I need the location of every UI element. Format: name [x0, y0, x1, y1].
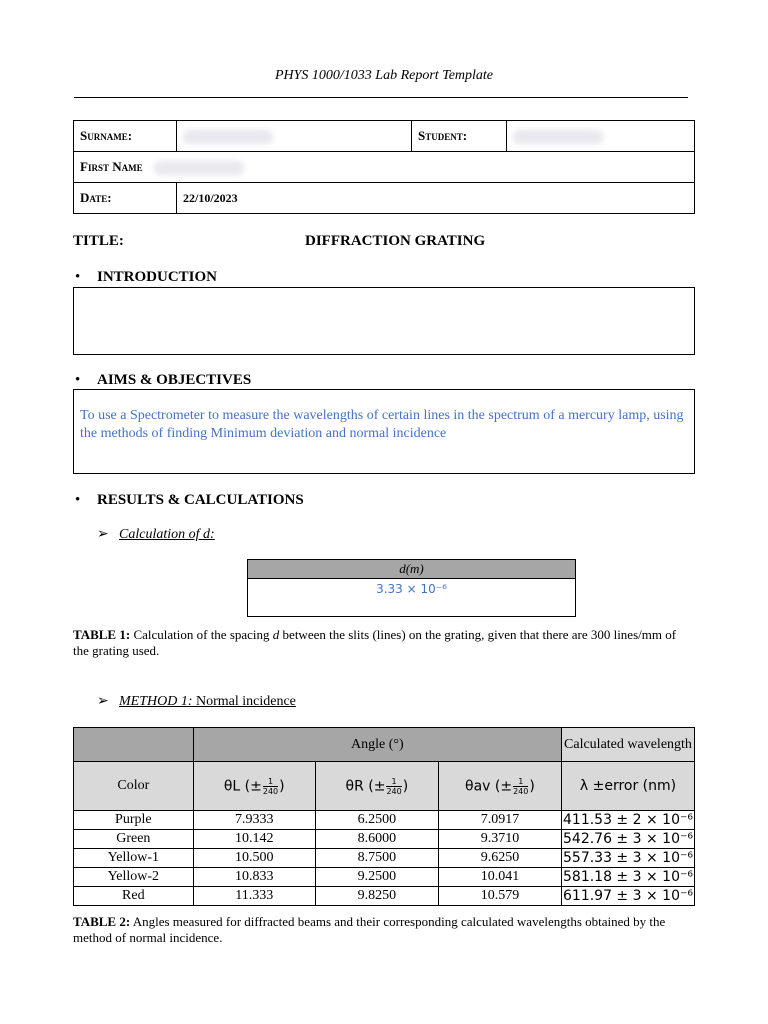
row-theta-right: 8.6000	[315, 830, 438, 849]
row-wavelength: 581.18 ± 3 × 10⁻⁶	[563, 869, 693, 885]
theta-average-header: θav (± $\frac{1}{240}$ )	[438, 762, 561, 811]
row-theta-average: 10.579	[438, 887, 561, 906]
student-info-table	[73, 120, 695, 214]
row-theta-average: 9.6250	[438, 849, 561, 868]
bullet-icon: •	[75, 269, 81, 285]
student-value	[507, 121, 695, 152]
student-label: Student:	[412, 121, 507, 152]
row-color: Purple	[74, 811, 194, 830]
row-wavelength: 557.33 ± 3 × 10⁻⁶	[563, 850, 693, 866]
row-theta-left: 10.142	[193, 830, 315, 849]
introduction-heading: • INTRODUCTION	[75, 269, 218, 285]
color-header: Color	[74, 762, 194, 811]
row-theta-left: 11.333	[193, 887, 315, 906]
redacted-surname	[183, 130, 273, 144]
surname-value	[177, 121, 412, 152]
table-row	[74, 811, 695, 830]
aims-text: To use a Spectrometer to measure the wavelengths of certain lines in the spectrum of a mercury lamp, using the methods of finding Minimum deviation and normal incidence	[80, 408, 684, 441]
angle-header: Angle (°)	[193, 728, 561, 762]
row-color: Green	[74, 830, 194, 849]
row-wavelength: 611.97 ± 3 × 10⁻⁶	[563, 888, 693, 904]
bullet-icon: •	[75, 492, 81, 508]
row-color: Red	[74, 887, 194, 906]
table-row	[74, 887, 695, 906]
d-value: 3.33 × 10⁻⁶	[248, 579, 576, 617]
row-theta-average: 10.041	[438, 868, 561, 887]
first-name-label: First Name	[80, 158, 143, 174]
results-heading: • RESULTS & CALCULATIONS	[75, 492, 304, 508]
arrow-bullet-icon: ➢	[97, 694, 109, 709]
aims-box	[73, 389, 695, 474]
row-theta-right: 9.8250	[315, 887, 438, 906]
redacted-first-name	[154, 161, 244, 175]
table-row	[74, 830, 695, 849]
date-value: 22/10/2023	[177, 183, 695, 214]
row-theta-right: 9.2500	[315, 868, 438, 887]
table1-caption: TABLE 1: Calculation of the spacing d between the slits (lines) on the grating, given that there are 300 lines/mm of the grating used.	[73, 627, 677, 658]
row-color: Yellow-1	[74, 849, 194, 868]
row-color: Yellow-2	[74, 868, 194, 887]
theta-left-header: θL (± $\frac{1}{240}$ )	[193, 762, 315, 811]
d-spacing-table	[247, 559, 576, 617]
row-theta-left: 7.9333	[193, 811, 315, 830]
row-theta-average: 7.0917	[438, 811, 561, 830]
row-theta-right: 6.2500	[315, 811, 438, 830]
introduction-box	[73, 287, 695, 355]
calc-d-subheading: ➢ Calculation of d:	[97, 527, 215, 542]
document-header-title: PHYS 1000/1033 Lab Report Template	[274, 68, 494, 83]
calculated-wavelength-header: Calculated wavelength	[561, 728, 694, 762]
row-theta-left: 10.833	[193, 868, 315, 887]
report-title: DIFFRACTION GRATING	[305, 233, 486, 249]
row-wavelength: 411.53 ± 2 × 10⁻⁶	[563, 812, 693, 828]
table-row	[74, 849, 695, 868]
date-label: Date:	[74, 183, 177, 214]
title-label: TITLE:	[73, 233, 124, 249]
redacted-student-id	[513, 130, 603, 144]
row-theta-right: 8.7500	[315, 849, 438, 868]
table-row	[74, 868, 695, 887]
bullet-icon: •	[75, 372, 81, 388]
surname-label: Surname:	[74, 121, 177, 152]
lambda-error-header: λ ±error (nm)	[561, 762, 694, 811]
table2-caption: TABLE 2: Angles measured for diffracted beams and their corresponding calculated wavelengths obtained by the method of normal incidence.	[73, 914, 666, 945]
row-wavelength: 542.76 ± 3 × 10⁻⁶	[563, 831, 693, 847]
first-name-row	[74, 152, 695, 183]
method1-subheading: ➢ METHOD 1: Normal incidence	[97, 694, 296, 709]
arrow-bullet-icon: ➢	[97, 527, 109, 542]
header-divider	[74, 97, 688, 98]
blank-header-cell	[74, 728, 194, 762]
aims-heading: • AIMS & OBJECTIVES	[75, 372, 252, 388]
theta-right-header: θR (± $\frac{1}{240}$ )	[315, 762, 438, 811]
d-column-header: d(m)	[248, 560, 576, 579]
row-theta-average: 9.3710	[438, 830, 561, 849]
row-theta-left: 10.500	[193, 849, 315, 868]
normal-incidence-table	[73, 727, 695, 906]
